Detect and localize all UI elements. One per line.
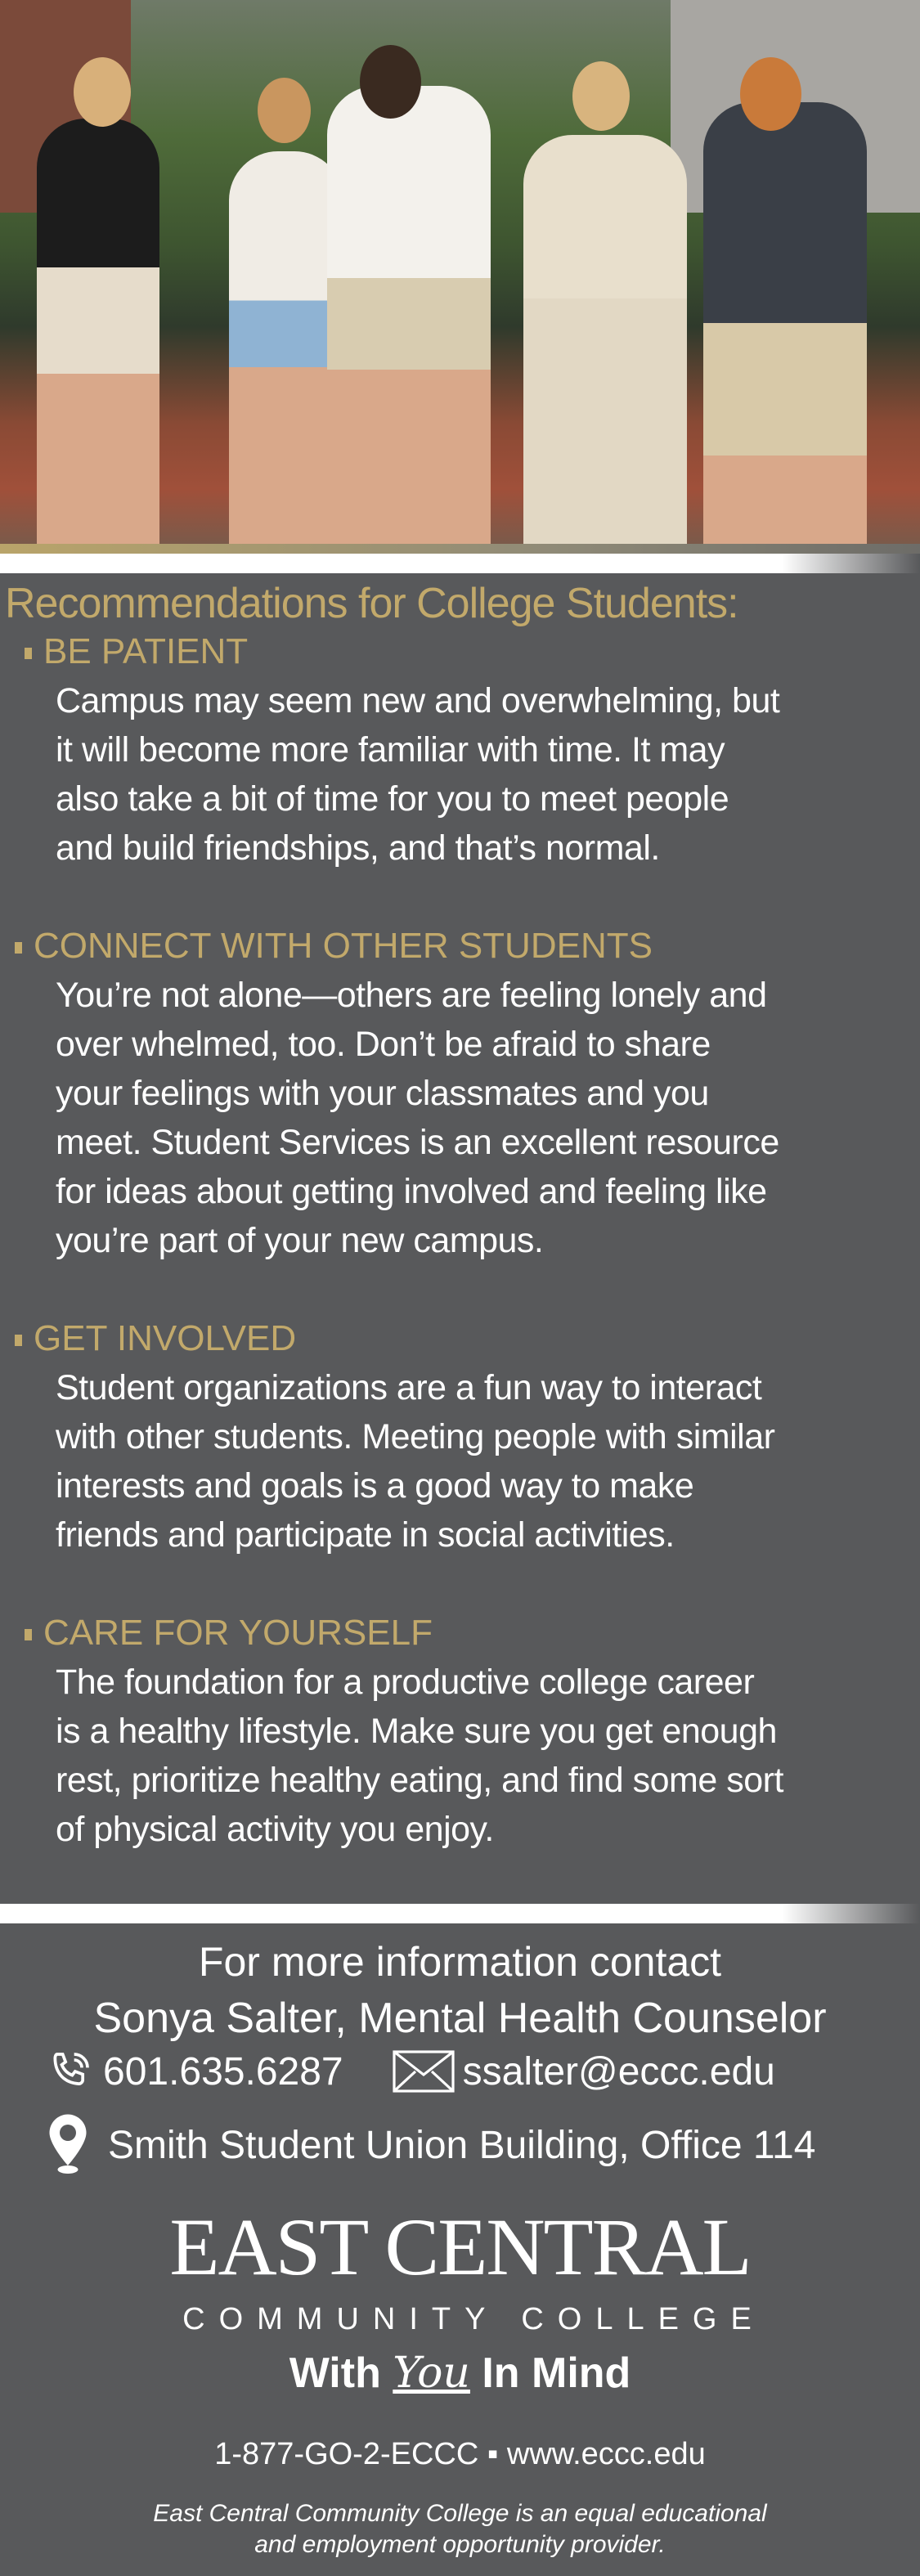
student-head: [360, 45, 421, 119]
student: [703, 102, 867, 544]
body-line: Student organizations are a fun way to interact: [56, 1368, 762, 1407]
body-line: friends and participate in social activities.: [56, 1515, 675, 1555]
location-pin-icon: [47, 2114, 88, 2176]
student: [229, 151, 343, 544]
section-get-involved: [15, 1314, 774, 1560]
student: [523, 135, 687, 544]
section-connect: [15, 922, 779, 1265]
bullet-icon: [25, 648, 32, 659]
section-heading: BE PATIENT: [25, 627, 779, 676]
body-line: Campus may seem new and overwhelming, but: [56, 681, 780, 720]
college-logo: EAST CENTRAL: [169, 2201, 751, 2292]
student-head: [258, 78, 311, 143]
body-line: with other students. Meeting people with similar: [56, 1417, 775, 1456]
section-care-for-yourself: [25, 1609, 783, 1854]
body-line: interests and goals is a good way to make: [56, 1466, 694, 1506]
body-line: is a healthy lifestyle. Make sure you get enough: [56, 1712, 777, 1751]
body-line: also take a bit of time for you to meet people: [56, 779, 729, 819]
email-icon: [393, 2049, 455, 2094]
location-row: [47, 2114, 815, 2176]
bullet-icon: [25, 1629, 32, 1640]
student-head: [572, 61, 630, 131]
email-link[interactable]: ssalter@eccc.edu: [462, 2049, 775, 2094]
student-head: [740, 57, 801, 131]
gold-divider: [0, 544, 920, 554]
location-text: Smith Student Union Building, Office 114: [108, 2123, 816, 2167]
section-heading: CARE FOR YOURSELF: [25, 1609, 783, 1658]
bullet-icon: [15, 942, 22, 954]
footer-phone-website[interactable]: 1-877-GO-2-ECCC ▪ www.eccc.edu: [214, 2437, 706, 2471]
section-be-patient: [25, 627, 779, 873]
body-line: meet. Student Services is an excellent resource: [56, 1123, 779, 1162]
body-line: your feelings with your classmates and you: [56, 1074, 709, 1113]
body-line: rest, prioritize healthy eating, and find some sort: [56, 1761, 783, 1800]
contact-name: Sonya Salter, Mental Health Counselor: [93, 1995, 827, 2042]
body-line: and build friendships, and that’s normal.: [56, 828, 660, 868]
white-divider: [0, 554, 920, 573]
contact-intro: For more information contact: [198, 1939, 722, 1985]
body-line: you’re part of your new campus.: [56, 1221, 544, 1260]
phone-icon: [47, 2049, 93, 2094]
phone-number[interactable]: 601.635.6287: [103, 2049, 343, 2094]
page-title: Recommendations for College Students:: [5, 580, 738, 627]
white-divider: [0, 1904, 920, 1923]
disclaimer-line: and employment opportunity provider.: [254, 2531, 666, 2558]
student: [327, 86, 491, 544]
students-photo: [0, 0, 920, 544]
contact-row: [47, 2049, 775, 2094]
college-logo-subtitle: COMMUNITY COLLEGE: [182, 2302, 765, 2336]
body-line: for ideas about getting involved and feeling like: [56, 1172, 767, 1211]
body-line: it will become more familiar with time. It may: [56, 730, 725, 770]
student: [37, 119, 159, 544]
student-head: [74, 57, 131, 127]
section-heading: GET INVOLVED: [15, 1314, 774, 1363]
section-heading: CONNECT WITH OTHER STUDENTS: [15, 922, 779, 971]
body-line: over whelmed, too. Don’t be afraid to share: [56, 1025, 711, 1064]
body-line: You’re not alone—others are feeling lonely and: [56, 976, 767, 1015]
bullet-icon: [15, 1335, 22, 1346]
body-line: of physical activity you enjoy.: [56, 1810, 494, 1849]
body-line: The foundation for a productive college career: [56, 1663, 755, 1702]
disclaimer-line: East Central Community College is an equal educational: [153, 2500, 767, 2527]
tagline: With You In Mind: [289, 2349, 631, 2398]
